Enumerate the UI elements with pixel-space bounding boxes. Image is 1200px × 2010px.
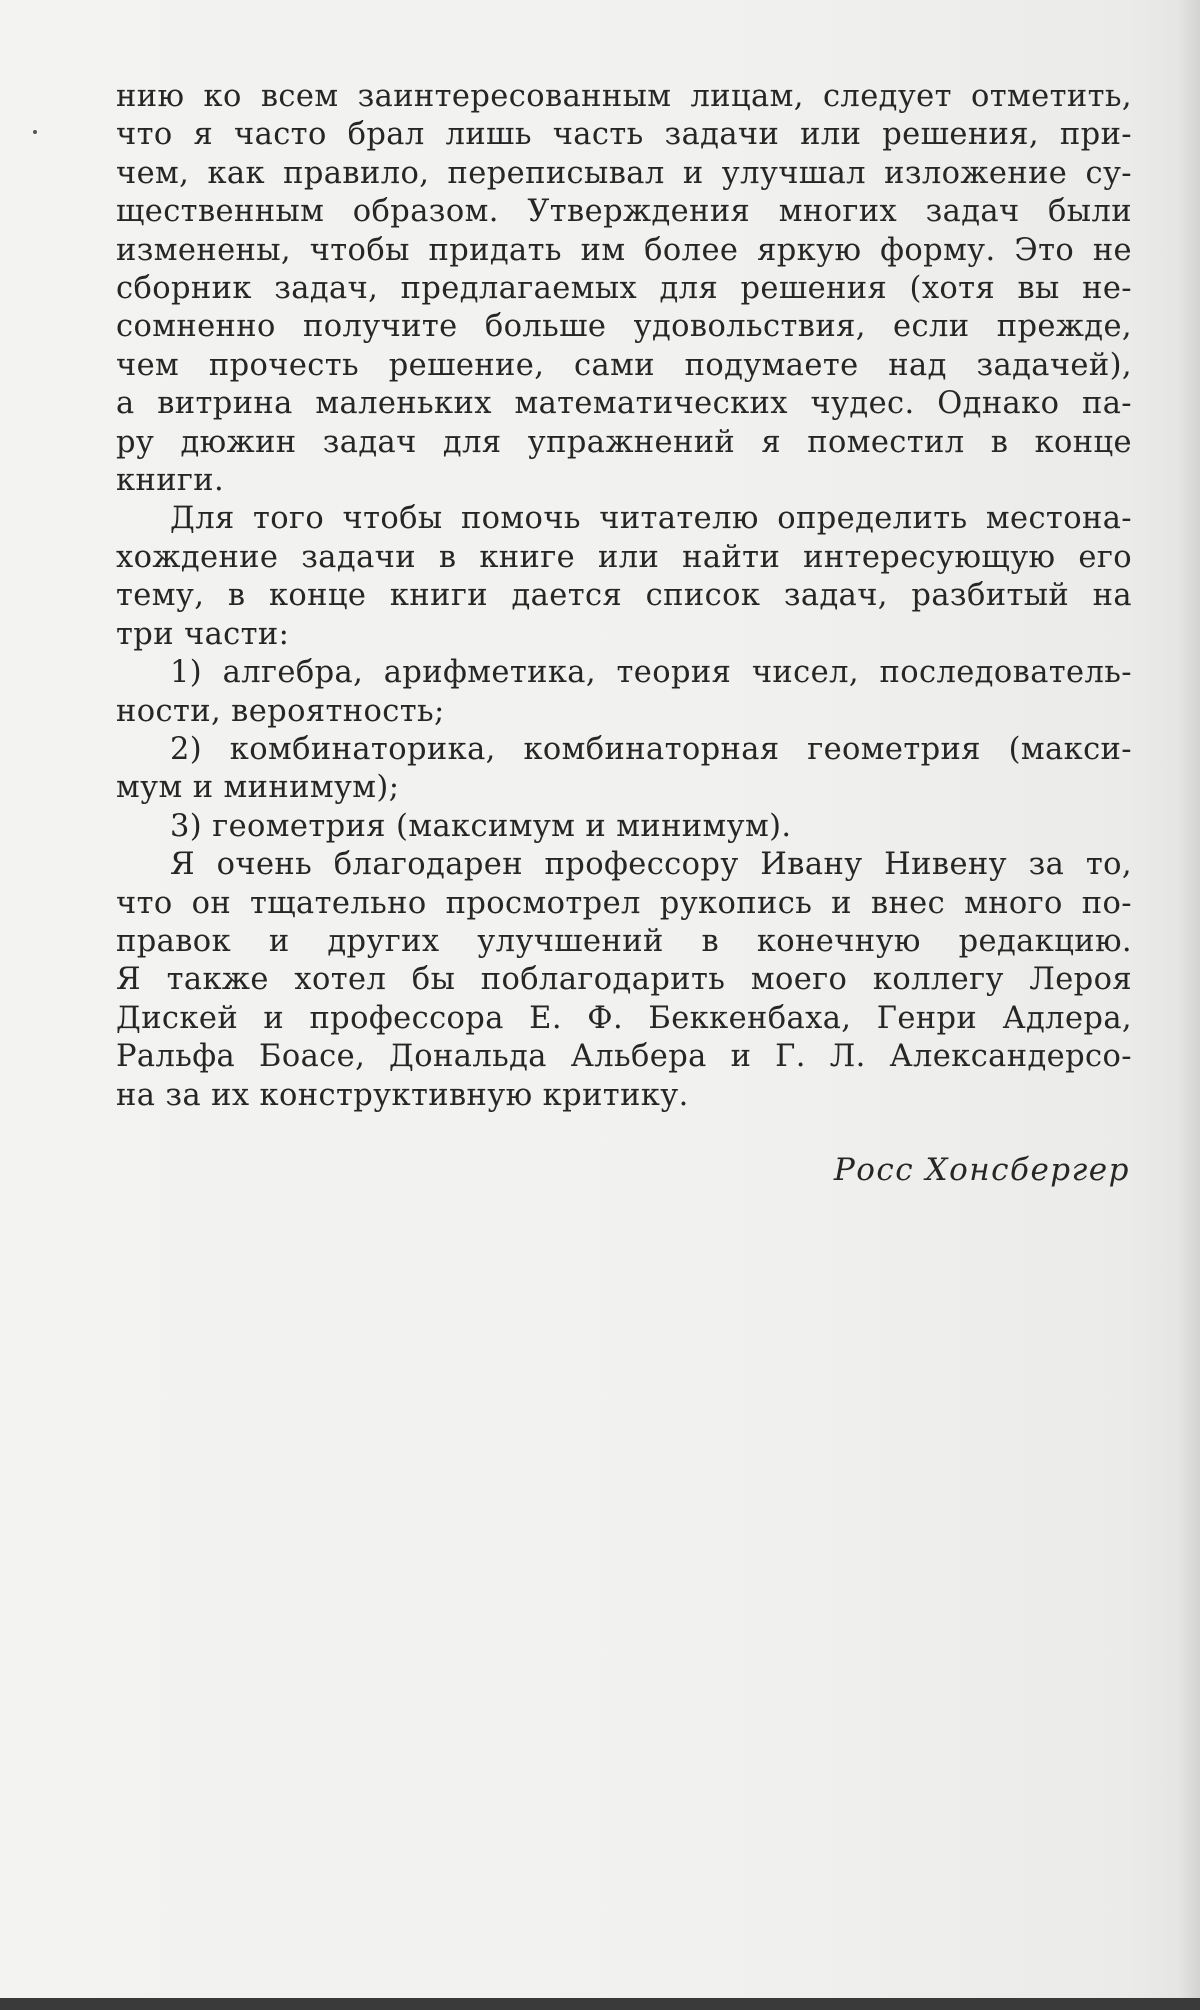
text-line: чем прочесть решение, сами подумаете над задачей),: [116, 347, 1132, 383]
text-line: изменены, чтобы придать им более яркую форму. Это не: [116, 232, 1132, 268]
text-line: Для того чтобы помочь читателю определить местона-: [170, 501, 1132, 537]
text-line: щественным образом. Утверждения многих задач были: [116, 194, 1132, 230]
text-line: ру дюжин задач для упражнений я поместил в конце: [116, 424, 1132, 460]
text-line: что я часто брал лишь часть задачи или решения, при-: [116, 117, 1132, 153]
text-line: тему, в конце книги дается список задач, разбитый на: [116, 578, 1132, 614]
text-line: 2) комбинаторика, комбинаторная геометрия (макси-: [170, 731, 1132, 767]
body-text: [116, 78, 1132, 1115]
topic-list: [116, 654, 1132, 846]
list-item: [116, 731, 1132, 808]
text-line: три части:: [116, 616, 290, 652]
text-line: 3) геометрия (максимум и минимум).: [170, 808, 792, 844]
text-line: на за их конструктивную критику.: [116, 1077, 689, 1113]
text-line: сборник задач, предлагаемых для решения (хотя вы не-: [116, 271, 1132, 307]
text-line: Я также хотел бы поблагодарить моего коллегу Лероя: [116, 962, 1132, 998]
text-line: Ральфа Боасе, Дональда Альбера и Г. Л. Александерсо-: [116, 1039, 1132, 1075]
text-line: ности, вероятность;: [116, 693, 445, 729]
list-item: [116, 654, 1132, 731]
paragraph-2: [116, 500, 1132, 654]
paragraph-1: [116, 78, 1132, 500]
text-line: нию ко всем заинтересованным лицам, следует отметить,: [116, 79, 1132, 114]
text-line: 1) алгебра, арифметика, теория чисел, последователь-: [170, 655, 1132, 691]
text-line: что он тщательно просмотрел рукопись и внес много по-: [116, 885, 1132, 921]
text-line: мум и минимум);: [116, 770, 400, 806]
text-line: Я очень благодарен профессору Ивану Нивену за то,: [170, 847, 1132, 883]
text-line: чем, как правило, переписывал и улучшал изложение су-: [116, 155, 1132, 191]
text-line: Дискей и профессора Е. Ф. Беккенбаха, Генри Адлера,: [116, 1000, 1132, 1036]
spine-shadow: [1178, 0, 1200, 2010]
text-line: правок и других улучшений в конечную редакцию.: [116, 923, 1132, 959]
paragraph-3: [116, 846, 1132, 1115]
text-line: хождение задачи в книге или найти интересующую его: [116, 539, 1132, 575]
text-line: сомненно получите больше удовольствия, если прежде,: [116, 309, 1132, 345]
list-item: [116, 808, 1132, 846]
print-speck: [33, 130, 37, 134]
text-line: а витрина маленьких математических чудес. Однако па-: [116, 386, 1132, 422]
author-signature: Росс Хонсбергер: [833, 1152, 1130, 1188]
scan-edge-band: [0, 1998, 1200, 2010]
text-line: книги.: [116, 463, 225, 499]
